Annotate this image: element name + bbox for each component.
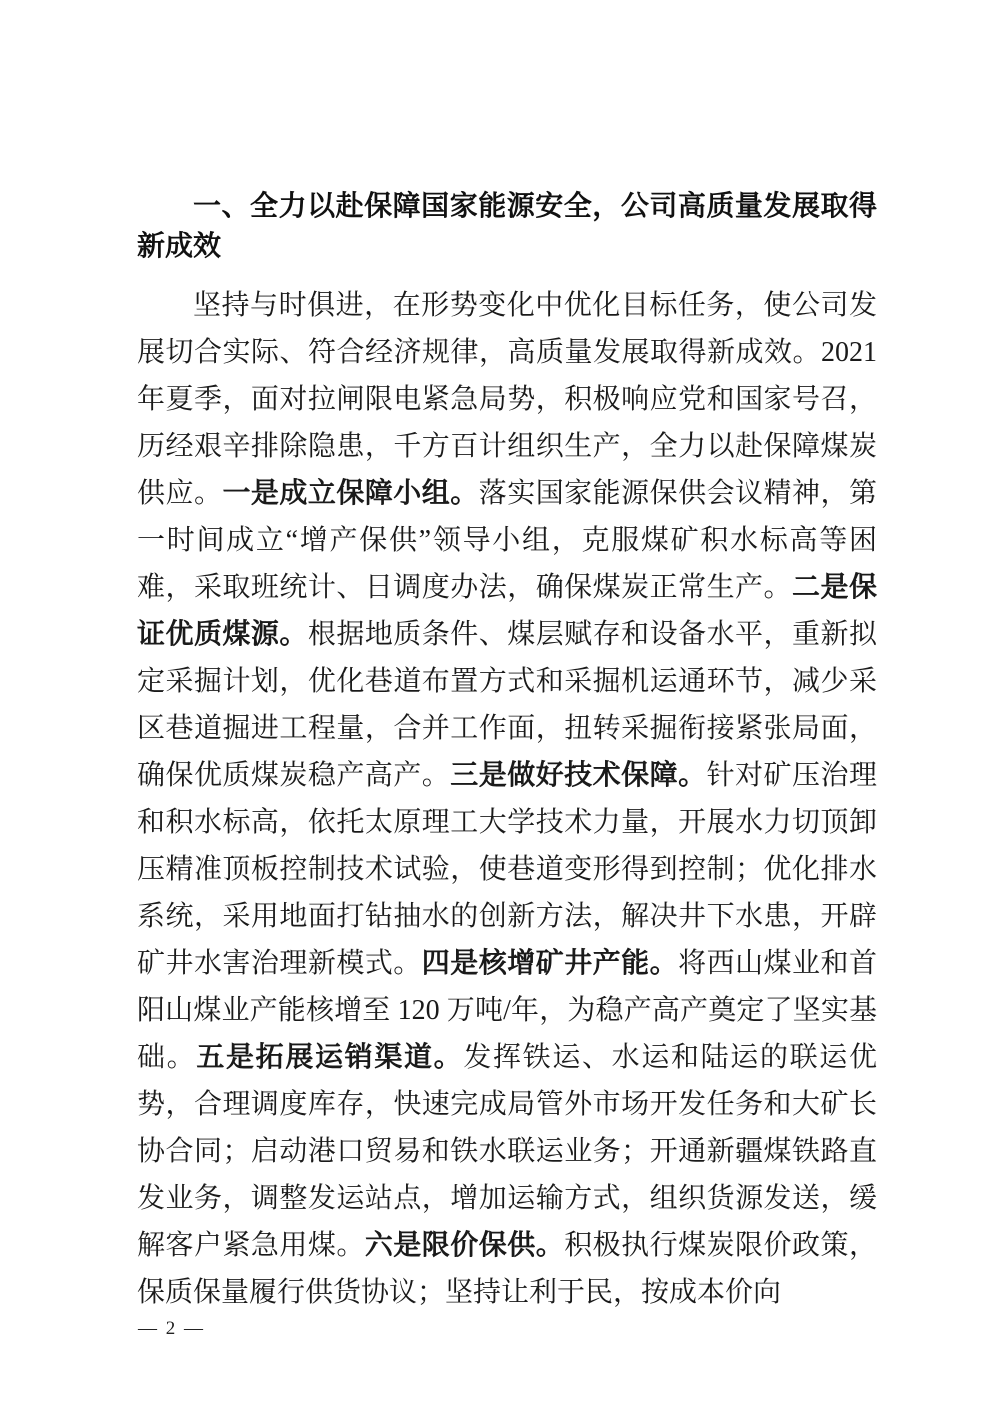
page-number: — 2 — bbox=[138, 1318, 205, 1339]
body-text: 发挥铁运、水运和陆运的联运优势，合理调度库存，快速完成局管外市场开发任务和大矿长协合同；启动港口贸易和铁水联运业务；开通新疆煤铁路直发业务，调整发运站点，增加运输方式，组织货源发送，缓解客户紧急用煤。 bbox=[137, 1042, 877, 1261]
run-in-heading: 二是保证优质煤源。 bbox=[137, 572, 877, 650]
run-in-heading: 一是成立保障小组。 bbox=[222, 478, 479, 509]
body-text: 根据地质条件、煤层赋存和设备水平，重新拟定采掘计划，优化巷道布置方式和采掘机运通环节，减少采区巷道掘进工程量，合并工作面，扭转采掘衔接紧张局面，确保优质煤炭稳产高产。 bbox=[137, 619, 877, 791]
body-text: 积极执行煤炭限价政策，保质保量履行供货协议；坚持让利于民，按成本价向 bbox=[137, 1230, 877, 1308]
section-heading: 一、全力以赴保障国家能源安全，公司高质量发展取得新成效 bbox=[137, 190, 877, 261]
run-in-heading: 三是做好技术保障。 bbox=[450, 760, 707, 791]
body-text: 将西山煤业和首阳山煤业产能核增至 120 万吨/年，为稳产高产奠定了坚实基础。 bbox=[137, 948, 877, 1073]
document-content bbox=[137, 186, 877, 1316]
run-in-heading: 六是限价保供。 bbox=[364, 1230, 565, 1261]
run-in-heading: 四是核增矿井产能。 bbox=[421, 948, 679, 979]
body-paragraph bbox=[137, 282, 877, 1316]
run-in-heading: 五是拓展运销渠道。 bbox=[196, 1042, 464, 1073]
body-text: 落实国家能源保供会议精神，第一时间成立“增产保供”领导小组，克服煤矿积水标高等困难，采取班统计、日调度办法，确保煤炭正常生产。 bbox=[137, 478, 877, 603]
body-text: 针对矿压治理和积水标高，依托太原理工大学技术力量，开展水力切顶卸压精准顶板控制技术试验，使巷道变形得到控制；优化排水系统，采用地面打钻抽水的创新方法，解决井下水患，开辟矿井水害治理新模式。 bbox=[137, 760, 877, 979]
body-text: 坚持与时俱进，在形势变化中优化目标任务，使公司发展切合实际、符合经济规律，高质量发展取得新成效。2021 年夏季，面对拉闸限电紧急局势，积极响应党和国家号召，历经艰辛排除隐患，千方百计组织生产，全力以赴保障煤炭供应。 bbox=[137, 290, 877, 509]
